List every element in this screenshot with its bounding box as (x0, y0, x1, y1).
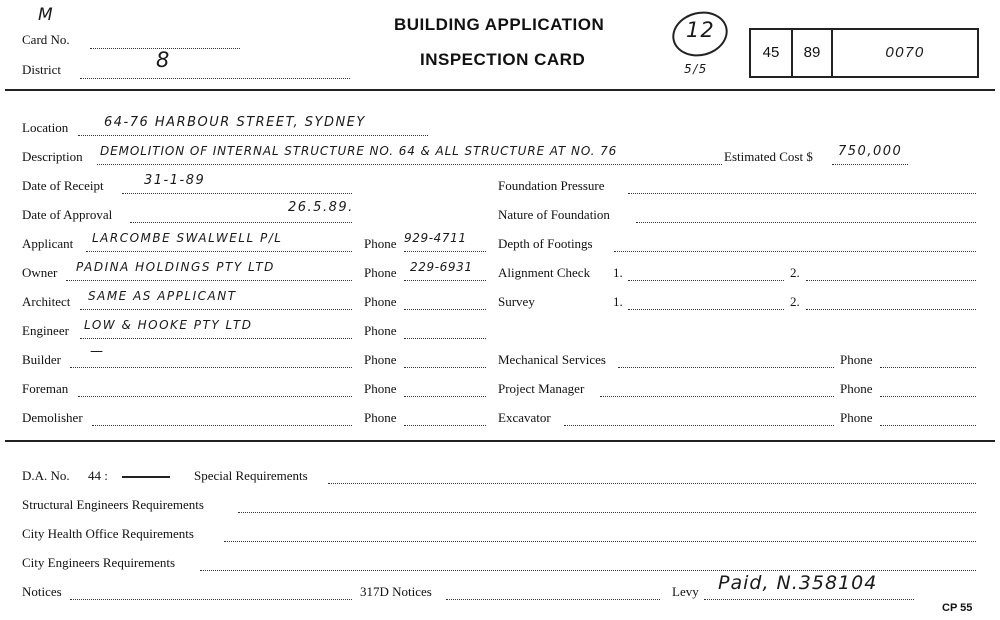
contact-label: Demolisher (22, 410, 83, 425)
contact-value: SAME AS APPLICANT (88, 289, 237, 303)
levy-label: Levy (672, 584, 699, 599)
contact-phone-label: Phone (364, 381, 397, 396)
form-title-line1: BUILDING APPLICATION (394, 15, 605, 34)
depth-of-footings-label: Depth of Footings (498, 236, 593, 251)
excavator-label: Excavator (498, 410, 551, 425)
structural-requirements-label: Structural Engineers Requirements (22, 497, 204, 512)
date-of-receipt-label: Date of Receipt (22, 178, 104, 193)
district-label: District (22, 62, 61, 77)
da-no-dash (122, 476, 170, 478)
description-label: Description (22, 149, 83, 164)
contact-label: Architect (22, 294, 71, 309)
application-number-part1: 45 (762, 44, 780, 61)
foundation-pressure-label: Foundation Pressure (498, 178, 605, 193)
contact-phone-label: Phone (364, 236, 397, 251)
excavator-phone-label: Phone (840, 410, 873, 425)
contact-value: PADINA HOLDINGS PTY LTD (76, 260, 275, 274)
district-value: 8 (156, 48, 171, 72)
mechanical-services-label: Mechanical Services (498, 352, 606, 367)
survey-item1: 1. (613, 294, 623, 309)
form-title-line2: INSPECTION CARD (420, 50, 586, 69)
location-label: Location (22, 120, 69, 135)
contact-phone-label: Phone (364, 352, 397, 367)
notices-317d-label: 317D Notices (360, 584, 432, 599)
mechanical-services-phone-label: Phone (840, 352, 873, 367)
alignment-check-label: Alignment Check (498, 265, 591, 280)
card-no-label: Card No. (22, 32, 70, 47)
contact-label: Foreman (22, 381, 69, 396)
circled-mark-number: 12 (686, 18, 715, 42)
contact-phone-label: Phone (364, 265, 397, 280)
contact-label: Engineer (22, 323, 69, 338)
project-manager-phone-label: Phone (840, 381, 873, 396)
notices-label: Notices (22, 584, 62, 599)
date-of-approval-value: 26.5.89. (288, 200, 354, 215)
alignment-check-item2: 2. (790, 265, 800, 280)
form-code: CP 55 (942, 602, 973, 614)
application-number-part3: 0070 (885, 44, 925, 61)
application-number-box (749, 28, 979, 78)
contact-phone-label: Phone (364, 294, 397, 309)
estimated-cost-value: 750,000 (838, 144, 903, 159)
alignment-check-item1: 1. (613, 265, 623, 280)
description-value: DEMOLITION OF INTERNAL STRUCTURE NO. 64 & ALL STRUCTURE AT NO. 76 (100, 144, 618, 158)
nature-of-foundation-label: Nature of Foundation (498, 207, 610, 222)
contact-label: Applicant (22, 236, 74, 251)
location-value: 64-76 HARBOUR STREET, SYDNEY (104, 115, 366, 130)
levy-value: Paid, N.358104 (718, 572, 878, 594)
contact-label: Builder (22, 352, 61, 367)
contact-phone-label: Phone (364, 323, 397, 338)
special-requirements-label: Special Requirements (194, 468, 308, 483)
engineers-requirements-label: City Engineers Requirements (22, 555, 176, 570)
contact-phone: 229-6931 (410, 260, 473, 274)
project-manager-label: Project Manager (498, 381, 585, 396)
contact-phone: 929-4711 (404, 231, 467, 245)
contact-phone-label: Phone (364, 410, 397, 425)
card-no-mark: M (38, 5, 55, 25)
da-no-value: 44 : (88, 468, 108, 483)
contact-label: Owner (22, 265, 58, 280)
health-requirements-label: City Health Office Requirements (22, 526, 194, 541)
header-divider (5, 89, 995, 91)
contact-value: — (90, 344, 105, 359)
circled-mark-sub: 5/5 (684, 62, 708, 76)
application-number-part2: 89 (803, 44, 821, 61)
date-of-approval-label: Date of Approval (22, 207, 113, 222)
survey-label: Survey (498, 294, 535, 309)
date-of-receipt-value: 31-1-89 (144, 173, 206, 188)
survey-item2: 2. (790, 294, 800, 309)
contact-value: LARCOMBE SWALWELL P/L (92, 231, 283, 245)
contact-value: LOW & HOOKE PTY LTD (84, 318, 253, 332)
da-no-label: D.A. No. (22, 468, 70, 483)
estimated-cost-label: Estimated Cost $ (724, 149, 813, 164)
details-divider (5, 440, 995, 442)
